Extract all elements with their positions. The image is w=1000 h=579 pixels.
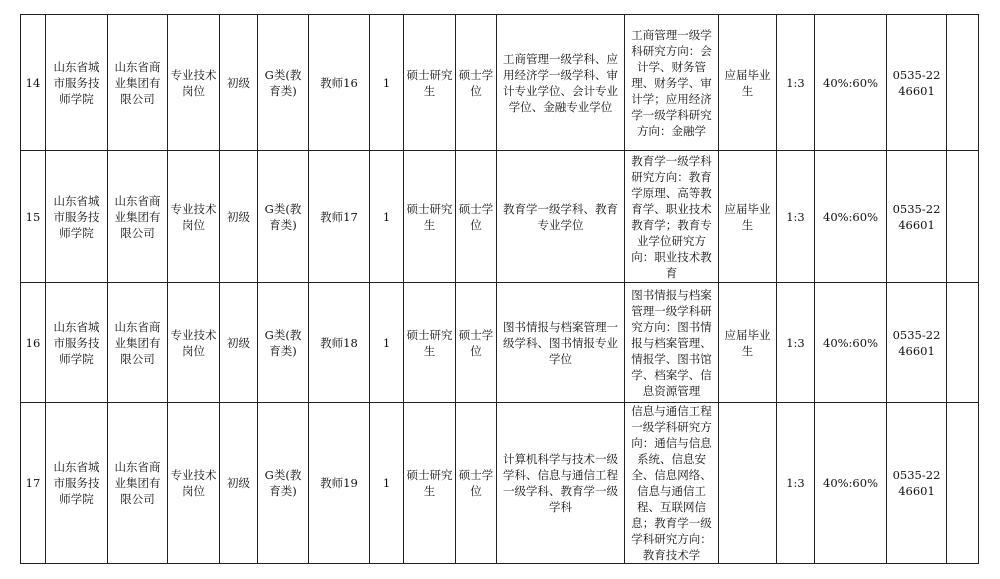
employer-name: 山东省城市服务技师学院 (46, 151, 108, 283)
hiring-count: 1 (370, 403, 404, 564)
post-level: 初级 (220, 283, 258, 403)
remarks (947, 283, 979, 403)
post-name: 教师18 (309, 283, 370, 403)
interview-ratio: 1:3 (777, 151, 815, 283)
supervising-dept: 山东省商业集团有限公司 (108, 151, 168, 283)
applicant-target: 应届毕业生 (719, 151, 777, 283)
row-number: 16 (21, 283, 46, 403)
table-row (21, 15, 979, 151)
post-category: G类(教育类) (258, 15, 309, 151)
interview-ratio: 1:3 (777, 15, 815, 151)
table-row (21, 283, 979, 403)
research-direction: 图书情报与档案管理一级学科研究方向：图书情报与档案管理、情报学、图书馆学、档案学、信息资源管理 (625, 283, 719, 403)
score-weight: 40%:60% (815, 151, 887, 283)
degree-req: 硕士学位 (456, 15, 497, 151)
post-category: G类(教育类) (258, 283, 309, 403)
table-row (21, 151, 979, 283)
post-level: 初级 (220, 15, 258, 151)
degree-req: 硕士学位 (456, 403, 497, 564)
post-type: 专业技术岗位 (168, 15, 220, 151)
contact-phone: 0535-2246601 (887, 15, 947, 151)
score-weight: 40%:60% (815, 15, 887, 151)
remarks (947, 151, 979, 283)
applicant-target: 应届毕业生 (719, 283, 777, 403)
education-req: 硕士研究生 (404, 403, 456, 564)
supervising-dept: 山东省商业集团有限公司 (108, 15, 168, 151)
major-req: 教育学一级学科、教育专业学位 (497, 151, 625, 283)
post-name: 教师17 (309, 151, 370, 283)
table-body (21, 15, 979, 564)
major-req: 图书情报与档案管理一级学科、图书情报专业学位 (497, 283, 625, 403)
degree-req: 硕士学位 (456, 283, 497, 403)
post-level: 初级 (220, 151, 258, 283)
employer-name: 山东省城市服务技师学院 (46, 283, 108, 403)
supervising-dept: 山东省商业集团有限公司 (108, 283, 168, 403)
contact-phone: 0535-2246601 (887, 151, 947, 283)
remarks (947, 15, 979, 151)
post-type: 专业技术岗位 (168, 283, 220, 403)
post-name: 教师16 (309, 15, 370, 151)
contact-phone: 0535-2246601 (887, 403, 947, 564)
score-weight: 40%:60% (815, 283, 887, 403)
post-type: 专业技术岗位 (168, 151, 220, 283)
hiring-count: 1 (370, 151, 404, 283)
post-level: 初级 (220, 403, 258, 564)
row-number: 17 (21, 403, 46, 564)
education-req: 硕士研究生 (404, 15, 456, 151)
employer-name: 山东省城市服务技师学院 (46, 15, 108, 151)
post-name: 教师19 (309, 403, 370, 564)
employer-name: 山东省城市服务技师学院 (46, 403, 108, 564)
score-weight: 40%:60% (815, 403, 887, 564)
contact-phone: 0535-2246601 (887, 283, 947, 403)
supervising-dept: 山东省商业集团有限公司 (108, 403, 168, 564)
row-number: 15 (21, 151, 46, 283)
table-row (21, 403, 979, 564)
interview-ratio: 1:3 (777, 403, 815, 564)
research-direction: 教育学一级学科研究方向：教育学原理、高等教育学、职业技术教育学；教育专业学位研究方向：职业技术教育 (625, 151, 719, 283)
post-category: G类(教育类) (258, 403, 309, 564)
degree-req: 硕士学位 (456, 151, 497, 283)
post-type: 专业技术岗位 (168, 403, 220, 564)
row-number: 14 (21, 15, 46, 151)
post-category: G类(教育类) (258, 151, 309, 283)
hiring-count: 1 (370, 15, 404, 151)
remarks (947, 403, 979, 564)
applicant-target: 应届毕业生 (719, 15, 777, 151)
education-req: 硕士研究生 (404, 283, 456, 403)
major-req: 工商管理一级学科、应用经济学一级学科、审计专业学位、会计专业学位、金融专业学位 (497, 15, 625, 151)
hiring-count: 1 (370, 283, 404, 403)
research-direction: 信息与通信工程一级学科研究方向：通信与信息系统、信息安全、信息网络、信息与通信工程、互联网信息；教育学一级学科研究方向：教育技术学 (625, 403, 719, 564)
applicant-target (719, 403, 777, 564)
major-req: 计算机科学与技术一级学科、信息与通信工程一级学科、教育学一级学科 (497, 403, 625, 564)
job-positions-table (20, 14, 979, 564)
research-direction: 工商管理一级学科研究方向：会计学、财务管理、财务学、审计学；应用经济学一级学科研究方向：金融学 (625, 15, 719, 151)
education-req: 硕士研究生 (404, 151, 456, 283)
interview-ratio: 1:3 (777, 283, 815, 403)
